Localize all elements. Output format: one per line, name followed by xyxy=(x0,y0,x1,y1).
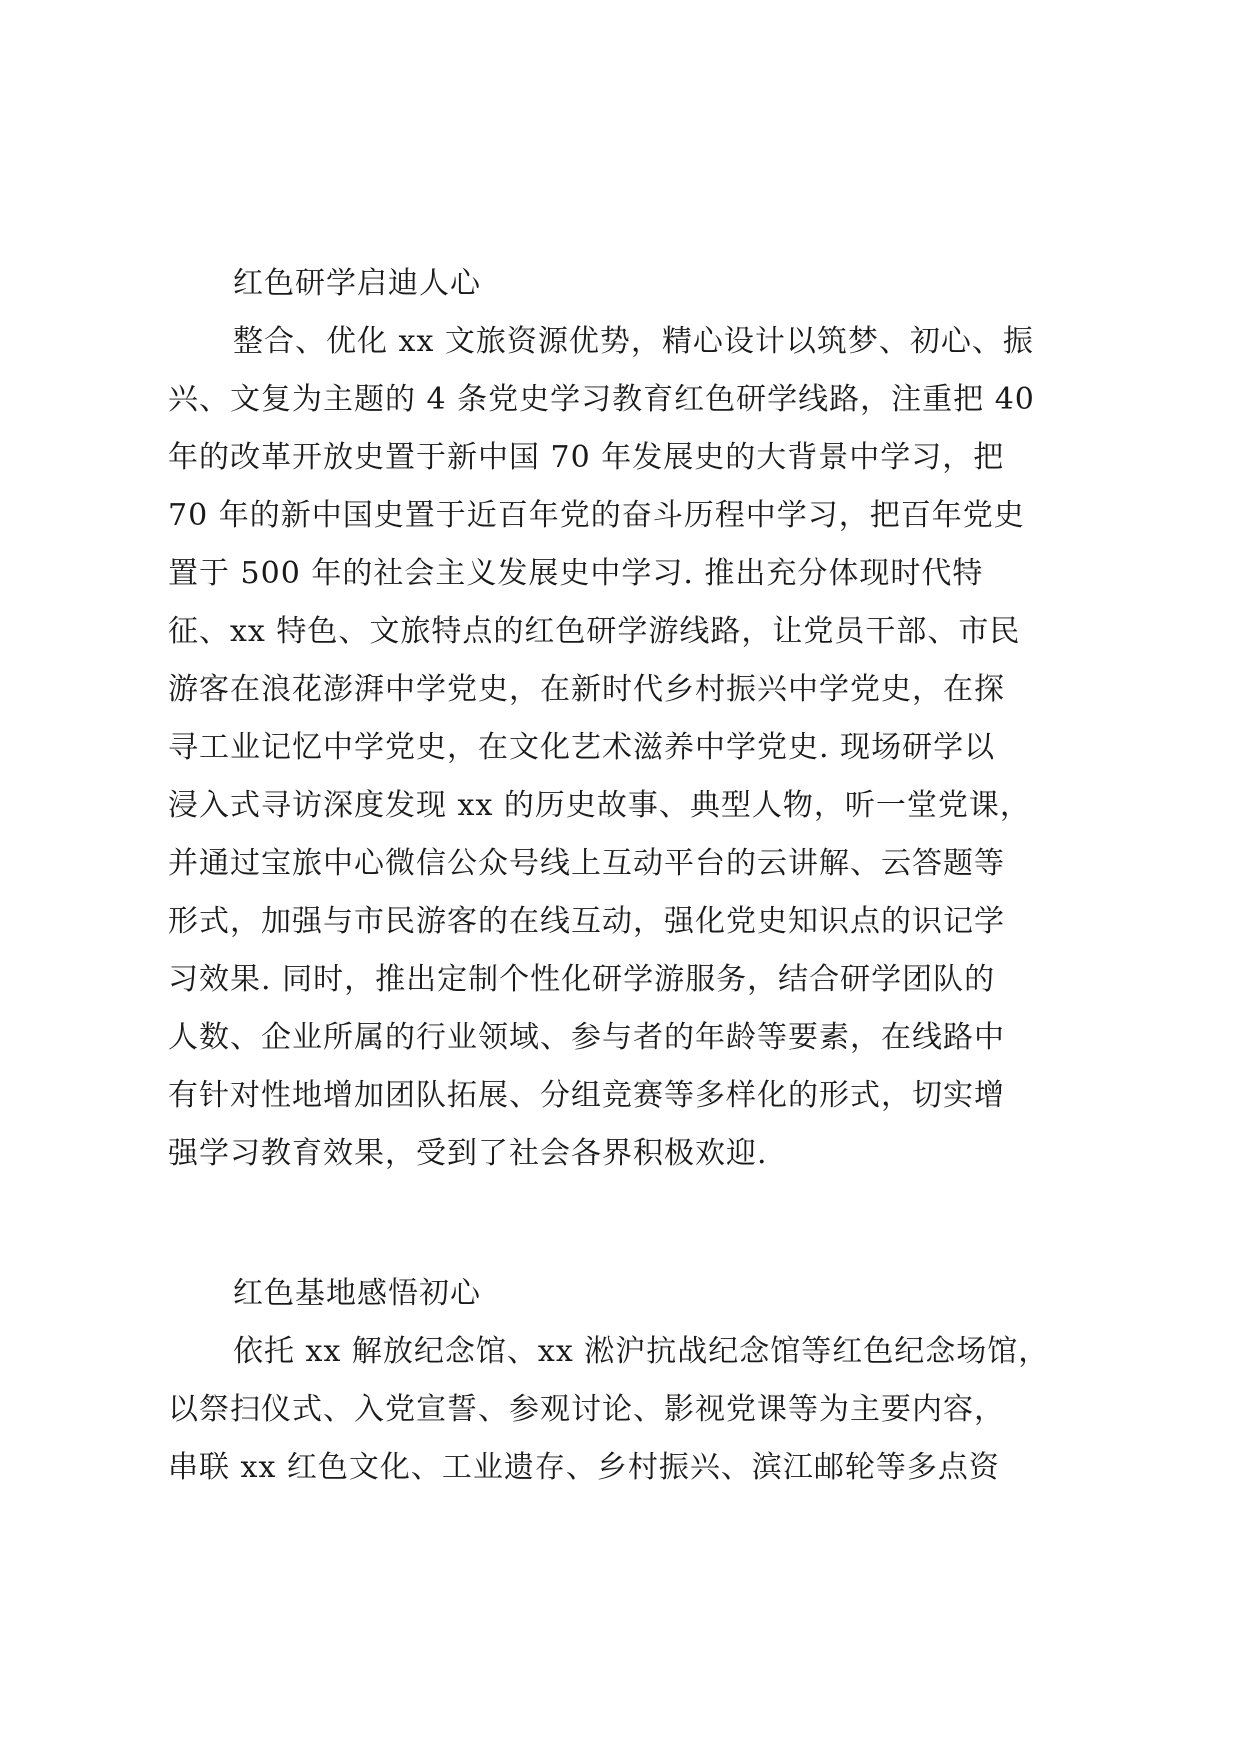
section-red-study-tours xyxy=(168,255,1073,1183)
paragraph-line: 整合、优化 xx 文旅资源优势，精心设计以筑梦、初心、振 xyxy=(233,324,1034,359)
section-body-paragraph xyxy=(168,1323,1073,1497)
paragraph-line: 70 年的新中国史置于近百年党的奋斗历程中学习，把百年党史 xyxy=(168,498,1025,533)
paragraph-line: 置于 500 年的社会主义发展史中学习. 推出充分体现时代特 xyxy=(168,556,984,591)
paragraph-line: 兴、文复为主题的 4 条党史学习教育红色研学线路，注重把 40 xyxy=(168,382,1035,417)
paragraph-line: 依托 xx 解放纪念馆、xx 淞沪抗战纪念馆等红色纪念场馆， xyxy=(233,1334,1050,1369)
paragraph-line: 形式，加强与市民游客的在线互动，强化党史知识点的识记学 xyxy=(168,904,1005,939)
paragraph-line: 寻工业记忆中学党史，在文化艺术滋养中学党史. 现场研学以 xyxy=(168,730,996,765)
paragraph-line: 人数、企业所属的行业领域、参与者的年龄等要素，在线路中 xyxy=(168,1020,1005,1055)
paragraph-line: 年的改革开放史置于新中国 70 年发展史的大背景中学习，把 xyxy=(168,440,1005,475)
section-body-paragraph xyxy=(168,313,1073,1183)
section-red-bases xyxy=(168,1265,1073,1497)
paragraph-line: 浸入式寻访深度发现 xx 的历史故事、典型人物，听一堂党课， xyxy=(168,788,1031,823)
paragraph-line: 并通过宝旅中心微信公众号线上互动平台的云讲解、云答题等 xyxy=(168,846,1005,881)
paragraph-line: 游客在浪花澎湃中学党史，在新时代乡村振兴中学党史，在探 xyxy=(168,672,1005,707)
paragraph-line: 串联 xx 红色文化、工业遗存、乡村振兴、滨江邮轮等多点资 xyxy=(168,1450,1000,1485)
paragraph-line: 以祭扫仪式、入党宣誓、参观讨论、影视党课等为主要内容， xyxy=(168,1392,1005,1427)
paragraph-line: 征、xx 特色、文旅特点的红色研学游线路，让党员干部、市民 xyxy=(168,614,1021,649)
section-heading: 红色基地感悟初心 xyxy=(233,1276,481,1311)
paragraph-line: 强学习教育效果，受到了社会各界积极欢迎. xyxy=(168,1136,768,1171)
section-heading: 红色研学启迪人心 xyxy=(233,266,481,301)
paragraph-line: 习效果. 同时，推出定制个性化研学游服务，结合研学团队的 xyxy=(168,962,996,997)
paragraph-line: 有针对性地增加团队拓展、分组竞赛等多样化的形式，切实增 xyxy=(168,1078,1005,1113)
